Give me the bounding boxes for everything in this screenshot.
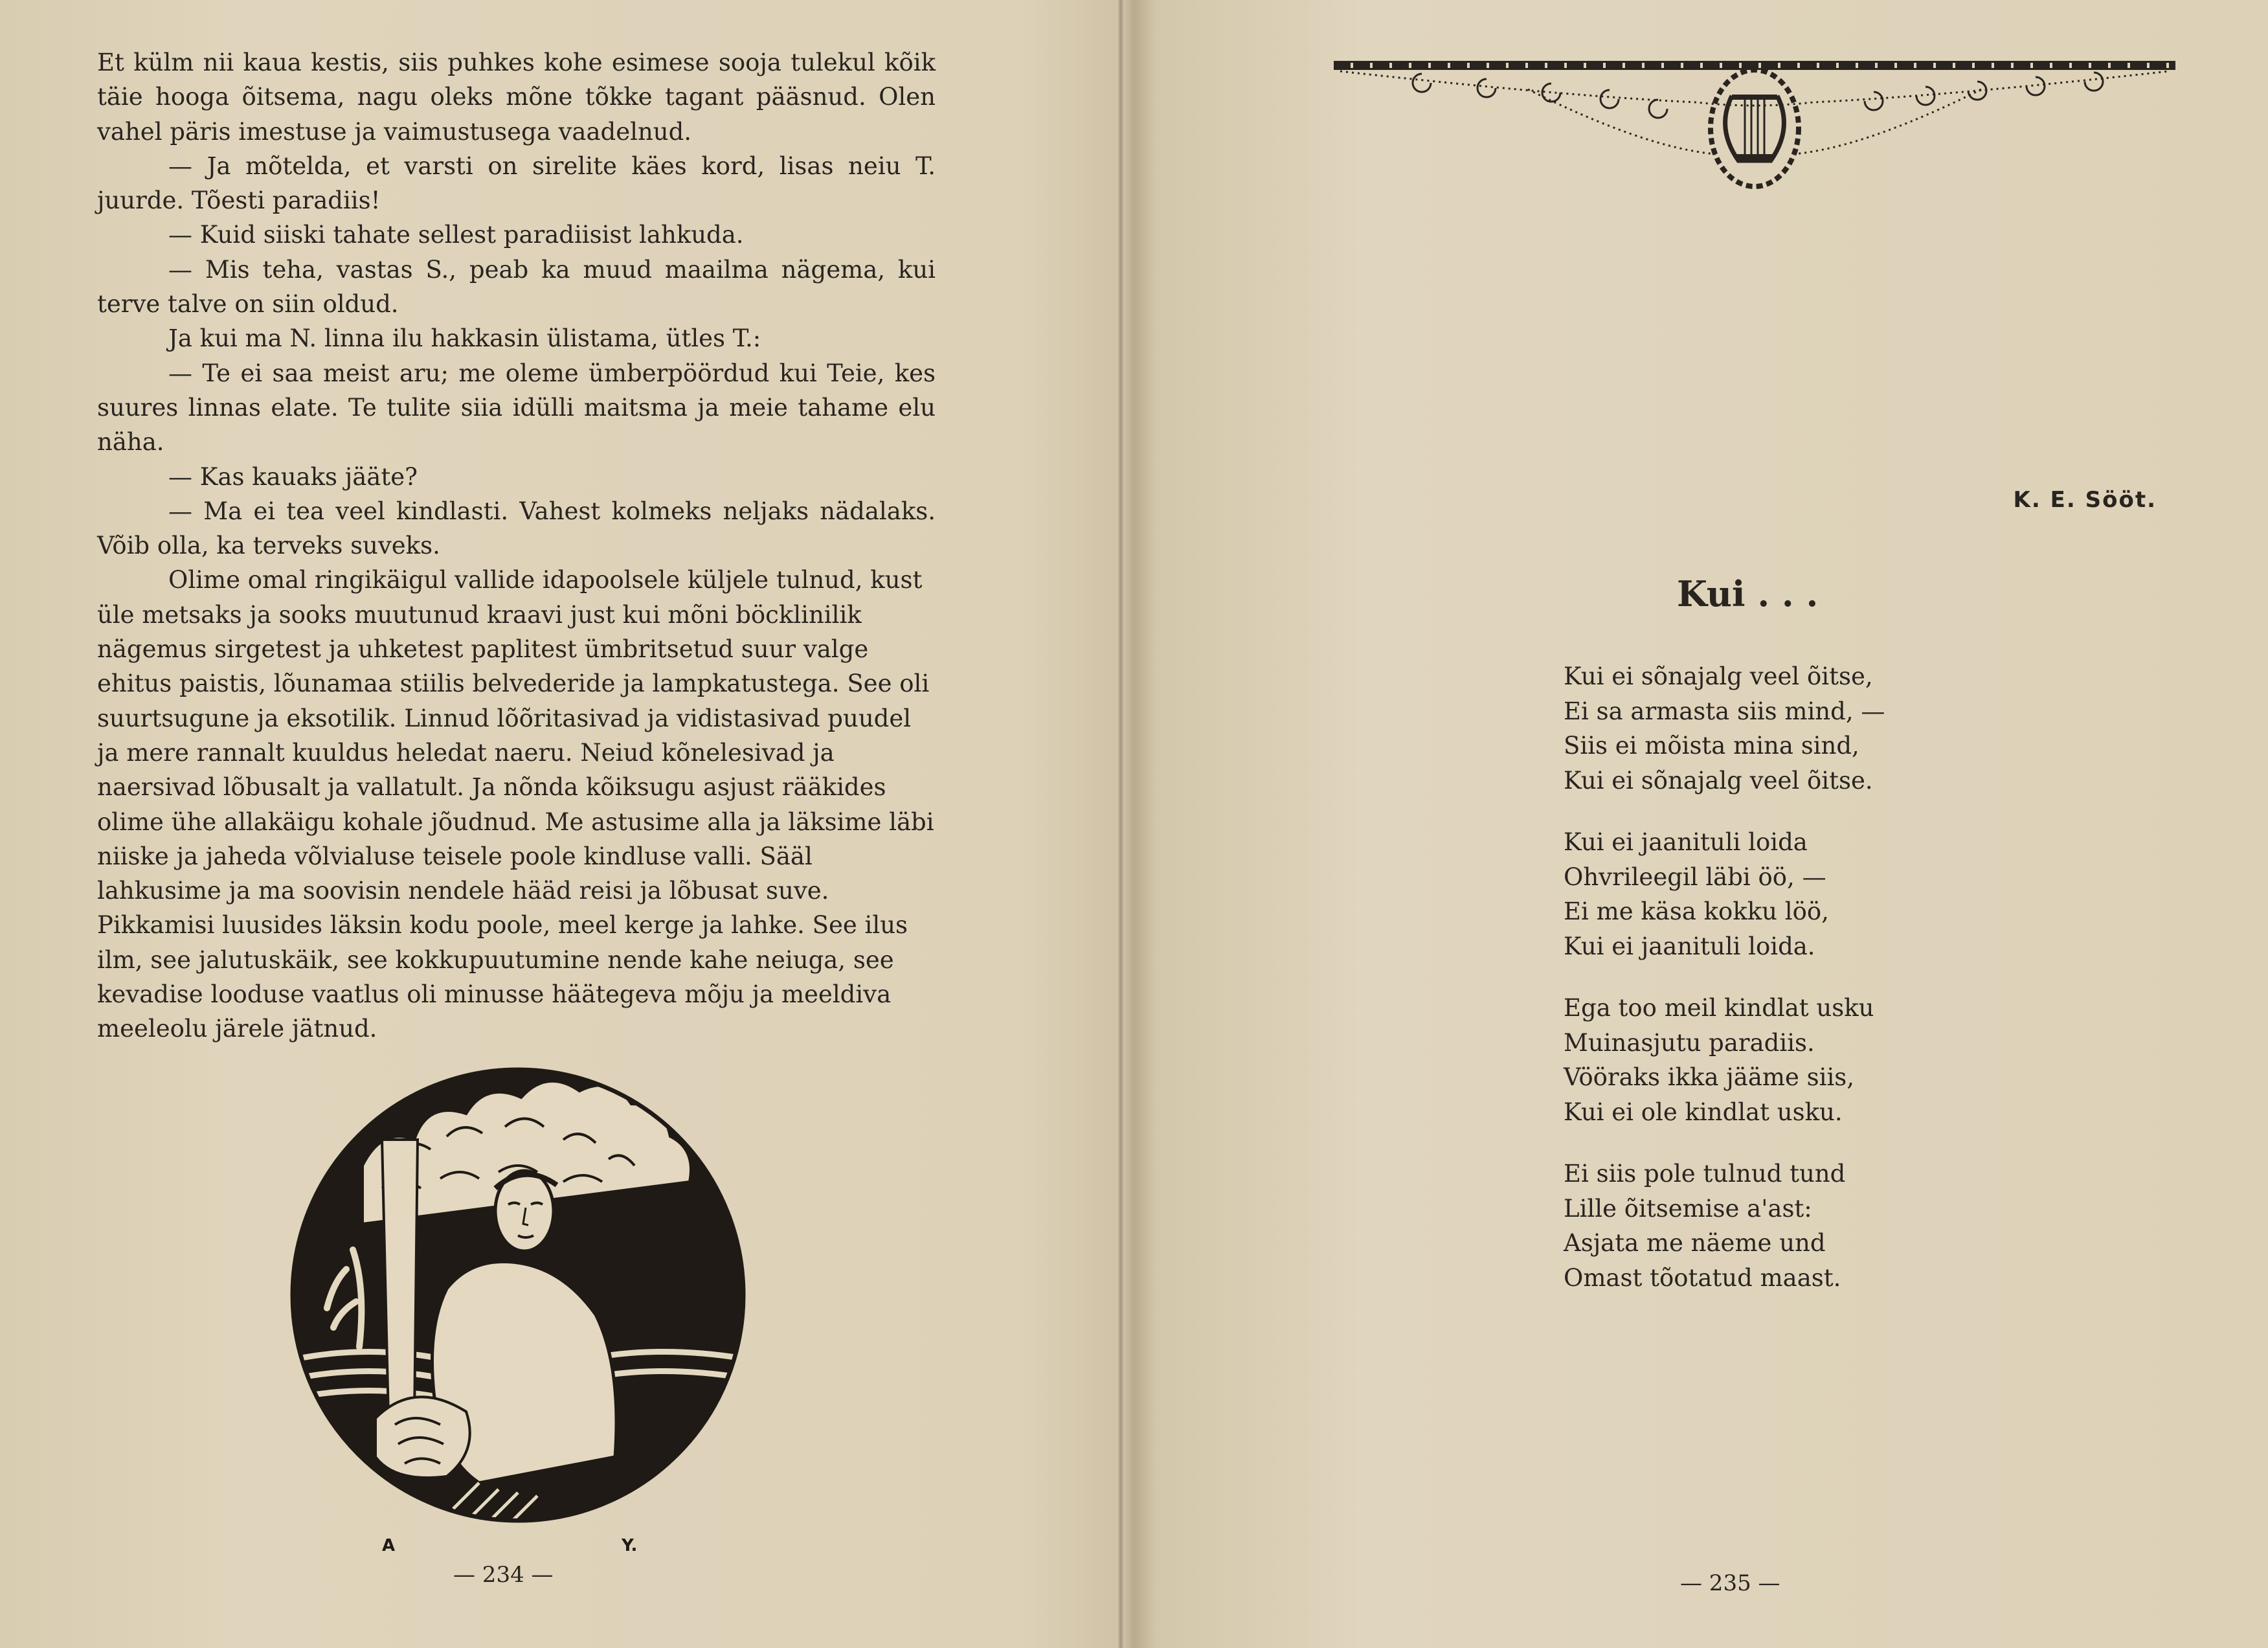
poem-line: Omast tõotatud maast. xyxy=(1564,1263,1841,1292)
poem-stanza xyxy=(1564,825,2017,964)
poem-line: Ei me käsa kokku löö, xyxy=(1564,897,1829,925)
lyre-ornament-header xyxy=(1334,57,2175,206)
poem-line: Siis ei mõista mina sind, xyxy=(1564,732,1859,760)
woodcut-illustration xyxy=(285,1055,751,1554)
poem-author: K. E. Sööt. xyxy=(2013,487,2157,513)
poem-line: Muinasjutu paradiis. xyxy=(1564,1028,1815,1057)
poem-line: Ohvrileegil läbi öö, — xyxy=(1564,863,1826,891)
poem-stanza xyxy=(1564,991,2017,1129)
poem-line: Kui ei jaanituli loida xyxy=(1564,828,1808,856)
paragraph: Olime omal ringikäigul vallide idapoolsele küljele tulnud, kust üle metsaks ja sooks muutunud kraavi just kui mõni böcklinilik nägemus sirgetest ja uhketest paplitest ümbritsetud suur valge ehitus paistis, lõunamaa stiilis belvederide ja lampkatustega. See oli suurtsugune ja eksotilik. Linnud lõõritasivad ja vidistasivad puudel ja mere rannalt kuuldus heledat naeru. Neiud kõnelesivad ja naersivad lõbusalt ja vallatult. Ja nõnda kõiksugu asjust rääkides olime ühe allakäigu kohale jõudnud. Me astusime alla ja läksime läbi niiske ja jaheda võlvialuse teisele poole kindluse valli. Sääl lahkusime ja ma soovisin nendele hääd reisi ja lõbusat suve. Pikkamisi luusides läksin kodu poole, meel kerge ja lahke. See ilus ilm, see jalutuskäik, see kokkupuutumine nende kahe neiuga, see kevadise looduse vaatlus oli minusse häätegeva mõju ja meeldiva meeleolu järele jätnud. xyxy=(97,566,934,1043)
poem-stanza xyxy=(1564,1157,2017,1295)
left-page-text xyxy=(97,45,936,1046)
poem-line: Ega too meil kindlat usku xyxy=(1564,994,1874,1022)
poem-line: Asjata me näeme und xyxy=(1564,1229,1826,1257)
poem-line: Vööraks ikka jääme siis, xyxy=(1564,1063,1855,1091)
paragraph: Et külm nii kaua kestis, siis puhkes kohe esimese sooja tulekul kõik täie hooga õitsema, nagu oleks mõne tõkke tagant pääsnud. Olen vahel päris imestuse ja vaimustusega vaadelnud. xyxy=(97,49,936,146)
poem-line: Kui ei ole kindlat usku. xyxy=(1564,1098,1843,1126)
paragraph: Ja kui ma N. linna ilu hakkasin ülistama, ütles T.: xyxy=(168,324,761,353)
book-gutter xyxy=(1118,0,1123,1648)
paragraph: — Ma ei tea veel kindlasti. Vahest kolmeks neljaks nädalaks. Võib olla, ka terveks suveks. xyxy=(97,497,936,560)
page-number-right: — 235 — xyxy=(1680,1570,1780,1596)
paragraph: — Ja mõtelda, et varsti on sirelite käes kord, lisas neiu T. juurde. Tõesti paradiis! xyxy=(97,152,936,215)
paragraph: — Kas kauaks jääte? xyxy=(168,462,418,491)
illustration-initial-y: Y. xyxy=(622,1536,638,1554)
poem-line: Kui ei sõnajalg veel õitse, xyxy=(1564,662,1873,690)
poem-line: Ei sa armasta siis mind, — xyxy=(1564,697,1885,725)
poem-line: Kui ei sõnajalg veel õitse. xyxy=(1564,766,1873,795)
poem-line: Kui ei jaanituli loida. xyxy=(1564,932,1815,960)
illustration-initial-a: A xyxy=(382,1536,396,1554)
paragraph: — Kuid siiski tahate sellest paradiisist lahkuda. xyxy=(168,221,744,249)
paragraph: — Mis teha, vastas S., peab ka muud maailma nägema, kui terve talve on siin oldud. xyxy=(97,255,936,319)
page-number-left: — 234 — xyxy=(453,1562,554,1588)
poem-body xyxy=(1564,659,2017,1322)
poem-line: Ei siis pole tulnud tund xyxy=(1564,1160,1846,1188)
poem-stanza xyxy=(1564,659,2017,798)
poem-title: Kui . . . xyxy=(1677,573,1819,615)
poem-line: Lille õitsemise a'ast: xyxy=(1564,1194,1812,1223)
paragraph: — Te ei saa meist aru; me oleme ümberpöördud kui Teie, kes suures linnas elate. Te tulite siia idülli maitsma ja meie tahame elu näha. xyxy=(97,359,936,457)
